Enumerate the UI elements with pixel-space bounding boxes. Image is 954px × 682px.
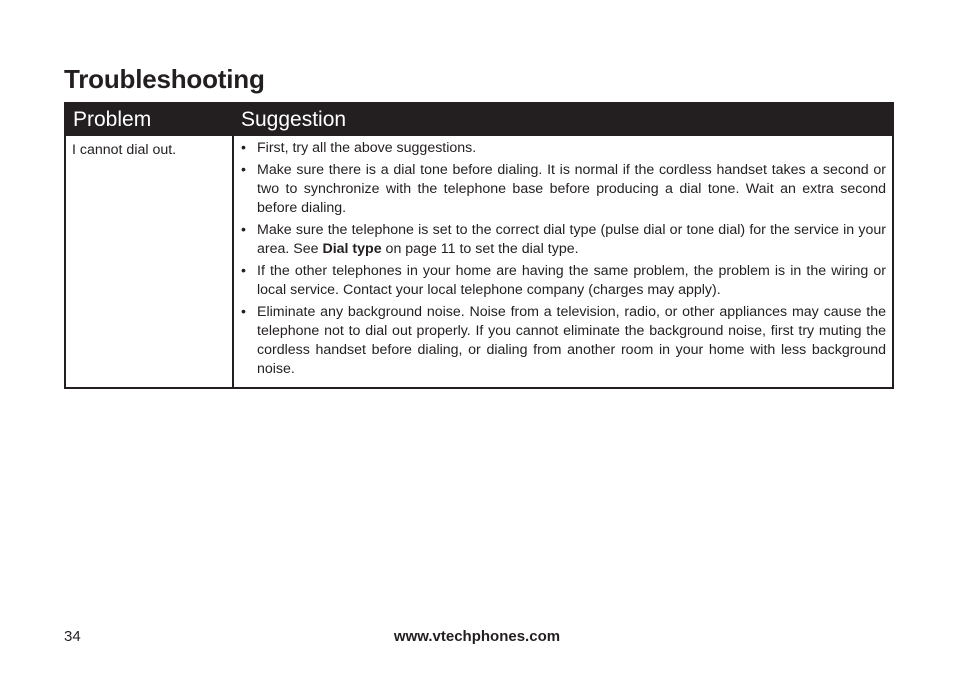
footer-url: www.vtechphones.com [393, 628, 561, 645]
suggestion-text: Make sure there is a dial tone before dialing. It is normal if the cordless handset takes a second or two to synchronize with the telephone base before producing a dial tone. Wait an extra second before dialing. [257, 162, 886, 216]
suggestion-item [240, 303, 886, 379]
problem-cell: I cannot dial out. [66, 136, 234, 387]
suggestion-item [240, 262, 886, 300]
suggestion-cell [234, 136, 892, 387]
suggestion-text-continued: on page 11 to set the dial type. [381, 241, 579, 257]
suggestion-item [240, 161, 886, 218]
suggestion-text: If the other telephones in your home are having the same problem, the problem is in the wiring or local service. Contact your local telephone company (charges may apply). [257, 263, 886, 298]
table-header [66, 104, 892, 136]
dial-type-reference: Dial type [322, 241, 382, 257]
page-number: 34 [64, 628, 81, 645]
problem-column-header: Problem [73, 108, 152, 131]
suggestion-text: Make sure the telephone is set to the correct dial type (pulse dial or tone dial) for the service in your area. See [257, 222, 886, 257]
troubleshooting-table [64, 102, 894, 389]
page-title: Troubleshooting [64, 64, 265, 94]
bullet-icon: • [241, 140, 246, 156]
suggestion-item [240, 221, 886, 259]
suggestion-column-header: Suggestion [241, 108, 347, 131]
suggestion-text: Eliminate any background noise. Noise from a television, radio, or other appliances may cause the telephone not to dial out properly. If you cannot eliminate the background noise, first try muting the cordless handset before dialing, or dialing from another room in your home with less background noise. [257, 304, 886, 377]
bullet-icon: • [241, 222, 246, 238]
suggestion-item [240, 139, 886, 158]
bullet-icon: • [241, 263, 246, 279]
bullet-icon: • [241, 162, 246, 178]
suggestion-list [240, 139, 886, 379]
table-row [66, 136, 892, 387]
suggestion-text: First, try all the above suggestions. [257, 140, 477, 156]
bullet-icon: • [241, 304, 246, 320]
